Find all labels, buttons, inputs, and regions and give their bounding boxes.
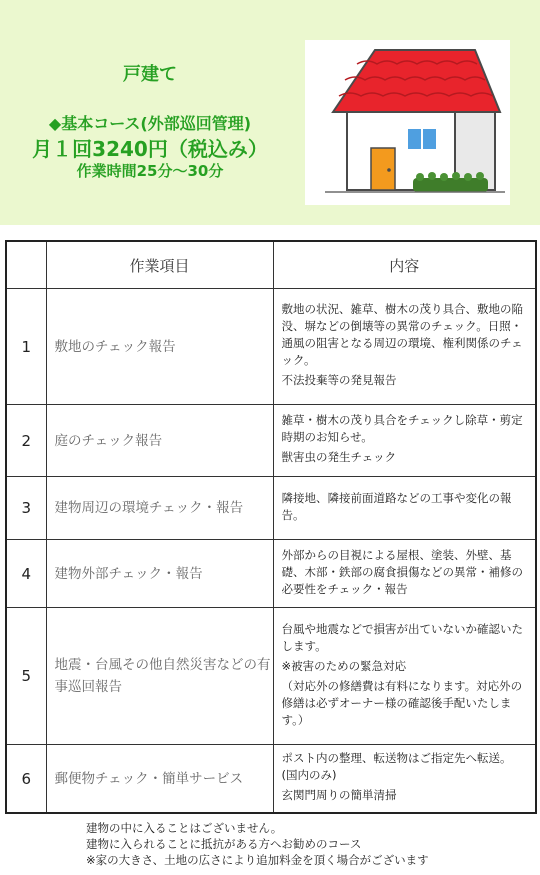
row-content [273,477,536,540]
footer-note: 建物に入られることに抵抗がある方へお勧めのコース [86,837,362,851]
content-line: ポスト内の整理、転送物はご指定先へ転送。(国内のみ) [281,751,512,782]
row-content [273,745,536,814]
row-number: 2 [6,405,46,477]
row-item: 建物周辺の環境チェック・報告 [46,477,273,540]
content-line: ※被害のための緊急対応 [281,658,407,673]
row-item: 郵便物チェック・簡単サービス [46,745,273,814]
content-line: 不法投棄等の発見報告 [281,373,397,387]
footer-note: 建物の中に入ることはございません。 [86,821,283,835]
table-row [6,540,536,608]
work-duration: 作業時間25分～30分 [76,162,224,180]
row-number: 4 [6,540,46,608]
header-num [6,241,46,289]
header-item: 作業項目 [46,241,273,289]
content-line: 隣接地、隣接前面道路などの工事や変化の報告。 [281,490,512,522]
content-line: 敷地の状況、雑草、樹木の茂り具合、敷地の陥没、塀などの倒壊等の異常のチェック。日照・通風の阻害となる周辺の環境、権利関係のチェック。 [281,302,523,367]
row-number: 1 [6,289,46,405]
row-item: 地震・台風その他自然災害などの有事巡回報告 [46,608,273,745]
content-line: 雑草・樹木の茂り具合をチェックし除草・剪定時期のお知らせ。 [281,413,523,444]
content-line: 外部からの目視による屋根、塗装、外壁、基礎、木部・鉄部の腐食損傷などの異常・補修の必要性をチェック・報告 [281,547,523,596]
row-content [273,405,536,477]
row-number: 6 [6,745,46,814]
table-row [6,289,536,405]
table-row [6,405,536,477]
row-item: 敷地のチェック報告 [46,289,273,405]
row-content [273,289,536,405]
content-line: 台風や地震などで損害が出ていないか確認いたします。 [281,621,523,653]
row-content [273,608,536,745]
row-item: 建物外部チェック・報告 [46,540,273,608]
content-line: 獣害虫の発生チェック [281,450,397,464]
content-line: （対応外の修繕費は有料になります。対応外の修繕は必ずオーナー様の確認後手配いたします。） [281,678,523,727]
table-row [6,745,536,814]
footer-notes [86,820,429,868]
course-price: 月１回3240円（税込み） [32,137,268,161]
table-row [6,608,536,745]
house-icon [305,40,510,205]
row-item: 庭のチェック報告 [46,405,273,477]
course-name: ◆基本コース(外部巡回管理) [48,114,252,133]
row-content [273,540,536,608]
table-header-row [6,241,536,289]
header-banner [0,0,540,225]
content-line: 玄関門周りの簡単清掃 [281,788,397,802]
row-number: 3 [6,477,46,540]
table-row [6,477,536,540]
header-content: 内容 [273,241,536,289]
footer-note: ※家の大きさ、土地の広さにより追加料金を頂く場合がございます [86,853,429,867]
work-items-table [5,240,537,814]
row-number: 5 [6,608,46,745]
page-title: 戸建て [123,64,177,85]
